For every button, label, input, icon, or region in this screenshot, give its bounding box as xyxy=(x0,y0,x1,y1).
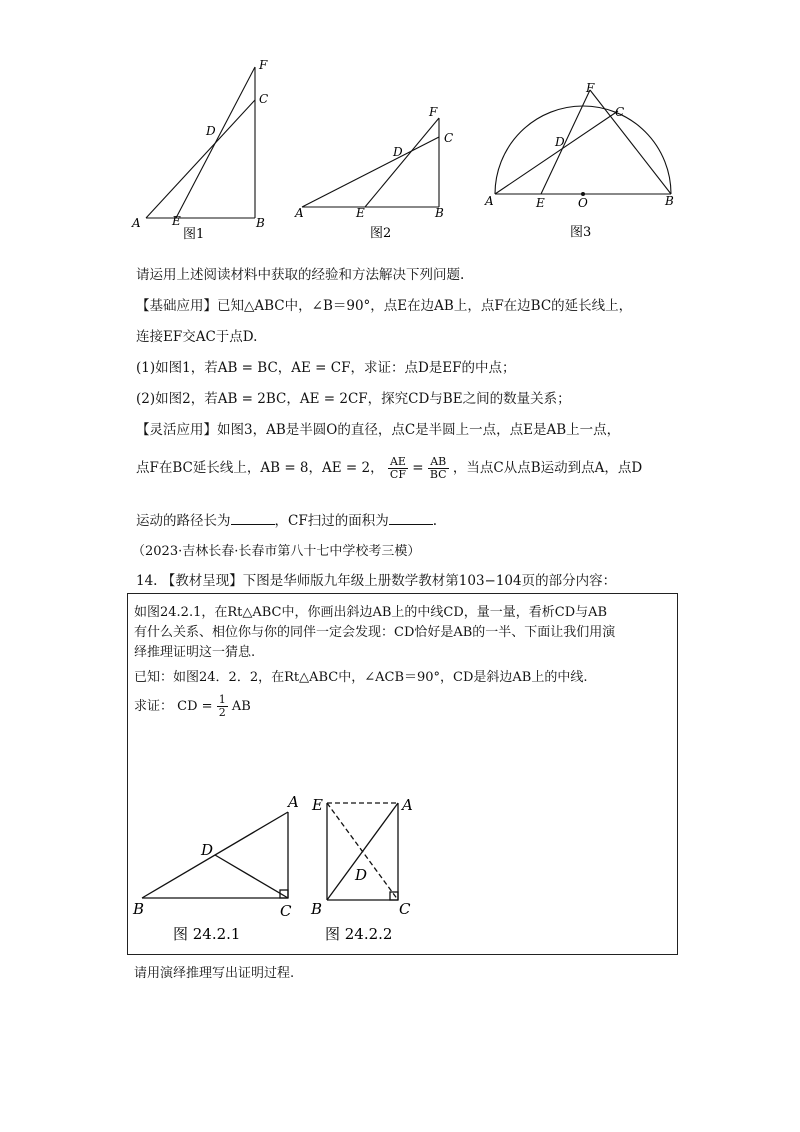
fig1-label-A: A xyxy=(132,216,141,230)
fig3-label-D: D xyxy=(555,135,565,149)
frac1-den: CF xyxy=(389,468,406,482)
fig2-label-B: B xyxy=(435,206,444,220)
figA-label-A: A xyxy=(288,793,299,811)
answer-blank-path[interactable] xyxy=(231,512,275,525)
figA-label-C: C xyxy=(280,902,292,920)
fig3-label-F: F xyxy=(586,81,595,95)
figA-label-B: B xyxy=(133,900,145,918)
flexible-application-blanks xyxy=(136,509,437,529)
fig2-label-D: D xyxy=(393,145,403,159)
intro-text: 请运用上述阅读材料中获取的经验和方法解决下列问题. xyxy=(136,267,465,283)
figure-24-2-1 xyxy=(130,790,305,950)
question-1: (1)如图1，若AB = BC，AE = CF，求证：点D是EF的中点； xyxy=(136,360,516,376)
figB-label-A: A xyxy=(402,796,413,814)
flexible-application-cont xyxy=(136,456,642,481)
figB-label-C: C xyxy=(399,900,411,918)
fraction-ae-cf xyxy=(388,456,408,481)
prove-lhs: CD = xyxy=(177,699,213,715)
prove-label: 求证： xyxy=(134,699,174,715)
answer-blank-area[interactable] xyxy=(389,512,433,525)
frac2-num: AB xyxy=(428,456,449,469)
figA-label-D: D xyxy=(201,841,214,859)
half-den: 2 xyxy=(218,706,226,720)
basic-application: 【基础应用】已知△ABC中，∠B＝90°，点E在边AB上，点F在边BC的延长线上， xyxy=(136,298,633,314)
fig3-label-A: A xyxy=(485,194,494,208)
source-note: （2023·吉林长春·长春市第八十七中学校考三模） xyxy=(132,544,421,559)
fig1-label-C: C xyxy=(259,92,269,106)
frac1-num: AE xyxy=(388,456,408,469)
fig1-label-F: F xyxy=(259,58,268,72)
half-num: 1 xyxy=(218,693,226,706)
question-14: 14. 【教材呈现】下图是华师版九年级上册数学教材第103−104页的部分内容： xyxy=(136,573,617,589)
fig3-label-B: B xyxy=(665,194,674,208)
figB-caption: 图 24.2.2 xyxy=(325,925,393,943)
box-paragraph-2: 有什么关系、相位你与你的同伴一定会发现：CD恰好是AB的一半、下面让我们用演 xyxy=(134,625,616,640)
figure-1 xyxy=(128,55,278,245)
figB-label-B: B xyxy=(311,900,323,918)
box-paragraph-3: 绎推理证明这一猜息. xyxy=(134,645,256,660)
fig1-label-B: B xyxy=(256,216,265,230)
figA-caption: 图 24.2.1 xyxy=(173,925,241,943)
figure-24-2-2 xyxy=(305,790,435,950)
flex2-prefix: 点F在BC延长线上，AB = 8，AE = 2， xyxy=(136,460,384,477)
frac2-den: BC xyxy=(429,468,447,482)
box-paragraph-1: 如图24.2.1，在Rt△ABC中，你画出斜边AB上的中线CD，量一量，看析CD与AB xyxy=(134,605,608,620)
flex2-suffix: ，当点C从点B运动到点A，点D xyxy=(452,460,643,477)
fig1-label-E: E xyxy=(172,214,181,228)
question-2: (2)如图2，若AB = 2BC，AE = 2CF，探究CD与BE之间的数量关系； xyxy=(136,391,571,407)
box-given: 已知：如图24．2．2，在Rt△ABC中，∠ACB＝90°，CD是斜边AB上的中线. xyxy=(134,670,588,685)
fig1-label-D: D xyxy=(206,124,216,138)
figB-label-D: D xyxy=(355,866,368,884)
fig2-label-C: C xyxy=(444,131,454,145)
footer-instruction: 请用演绎推理写出证明过程. xyxy=(134,966,295,981)
flexible-application: 【灵活应用】如图3，AB是半圆O的直径，点C是半圆上一点，点E是AB上一点， xyxy=(136,422,621,438)
fig2-label-A: A xyxy=(295,206,304,220)
box-prove xyxy=(134,694,251,719)
frac-equals: = xyxy=(412,460,424,477)
figure-3 xyxy=(482,78,682,248)
flex3-prefix: 运动的路径长为 xyxy=(136,513,231,529)
fraction-ab-bc xyxy=(428,456,449,481)
fig3-label-E: E xyxy=(536,196,545,210)
flex3-middle: ，CF扫过的面积为 xyxy=(274,513,389,529)
fig2-label-E: E xyxy=(356,206,365,220)
fig2-caption: 图2 xyxy=(370,226,392,241)
fraction-one-half xyxy=(217,694,228,719)
fig2-label-F: F xyxy=(429,105,438,119)
basic-application-cont: 连接EF交AC于点D. xyxy=(136,329,258,345)
figB-label-E: E xyxy=(312,796,323,814)
flex3-end: . xyxy=(432,513,437,529)
fig3-label-O: O xyxy=(578,196,588,210)
figure-2 xyxy=(292,100,467,245)
prove-rhs: AB xyxy=(231,699,251,715)
fig1-caption: 图1 xyxy=(183,227,205,242)
fig3-label-C: C xyxy=(615,105,625,119)
fig3-caption: 图3 xyxy=(570,225,592,240)
